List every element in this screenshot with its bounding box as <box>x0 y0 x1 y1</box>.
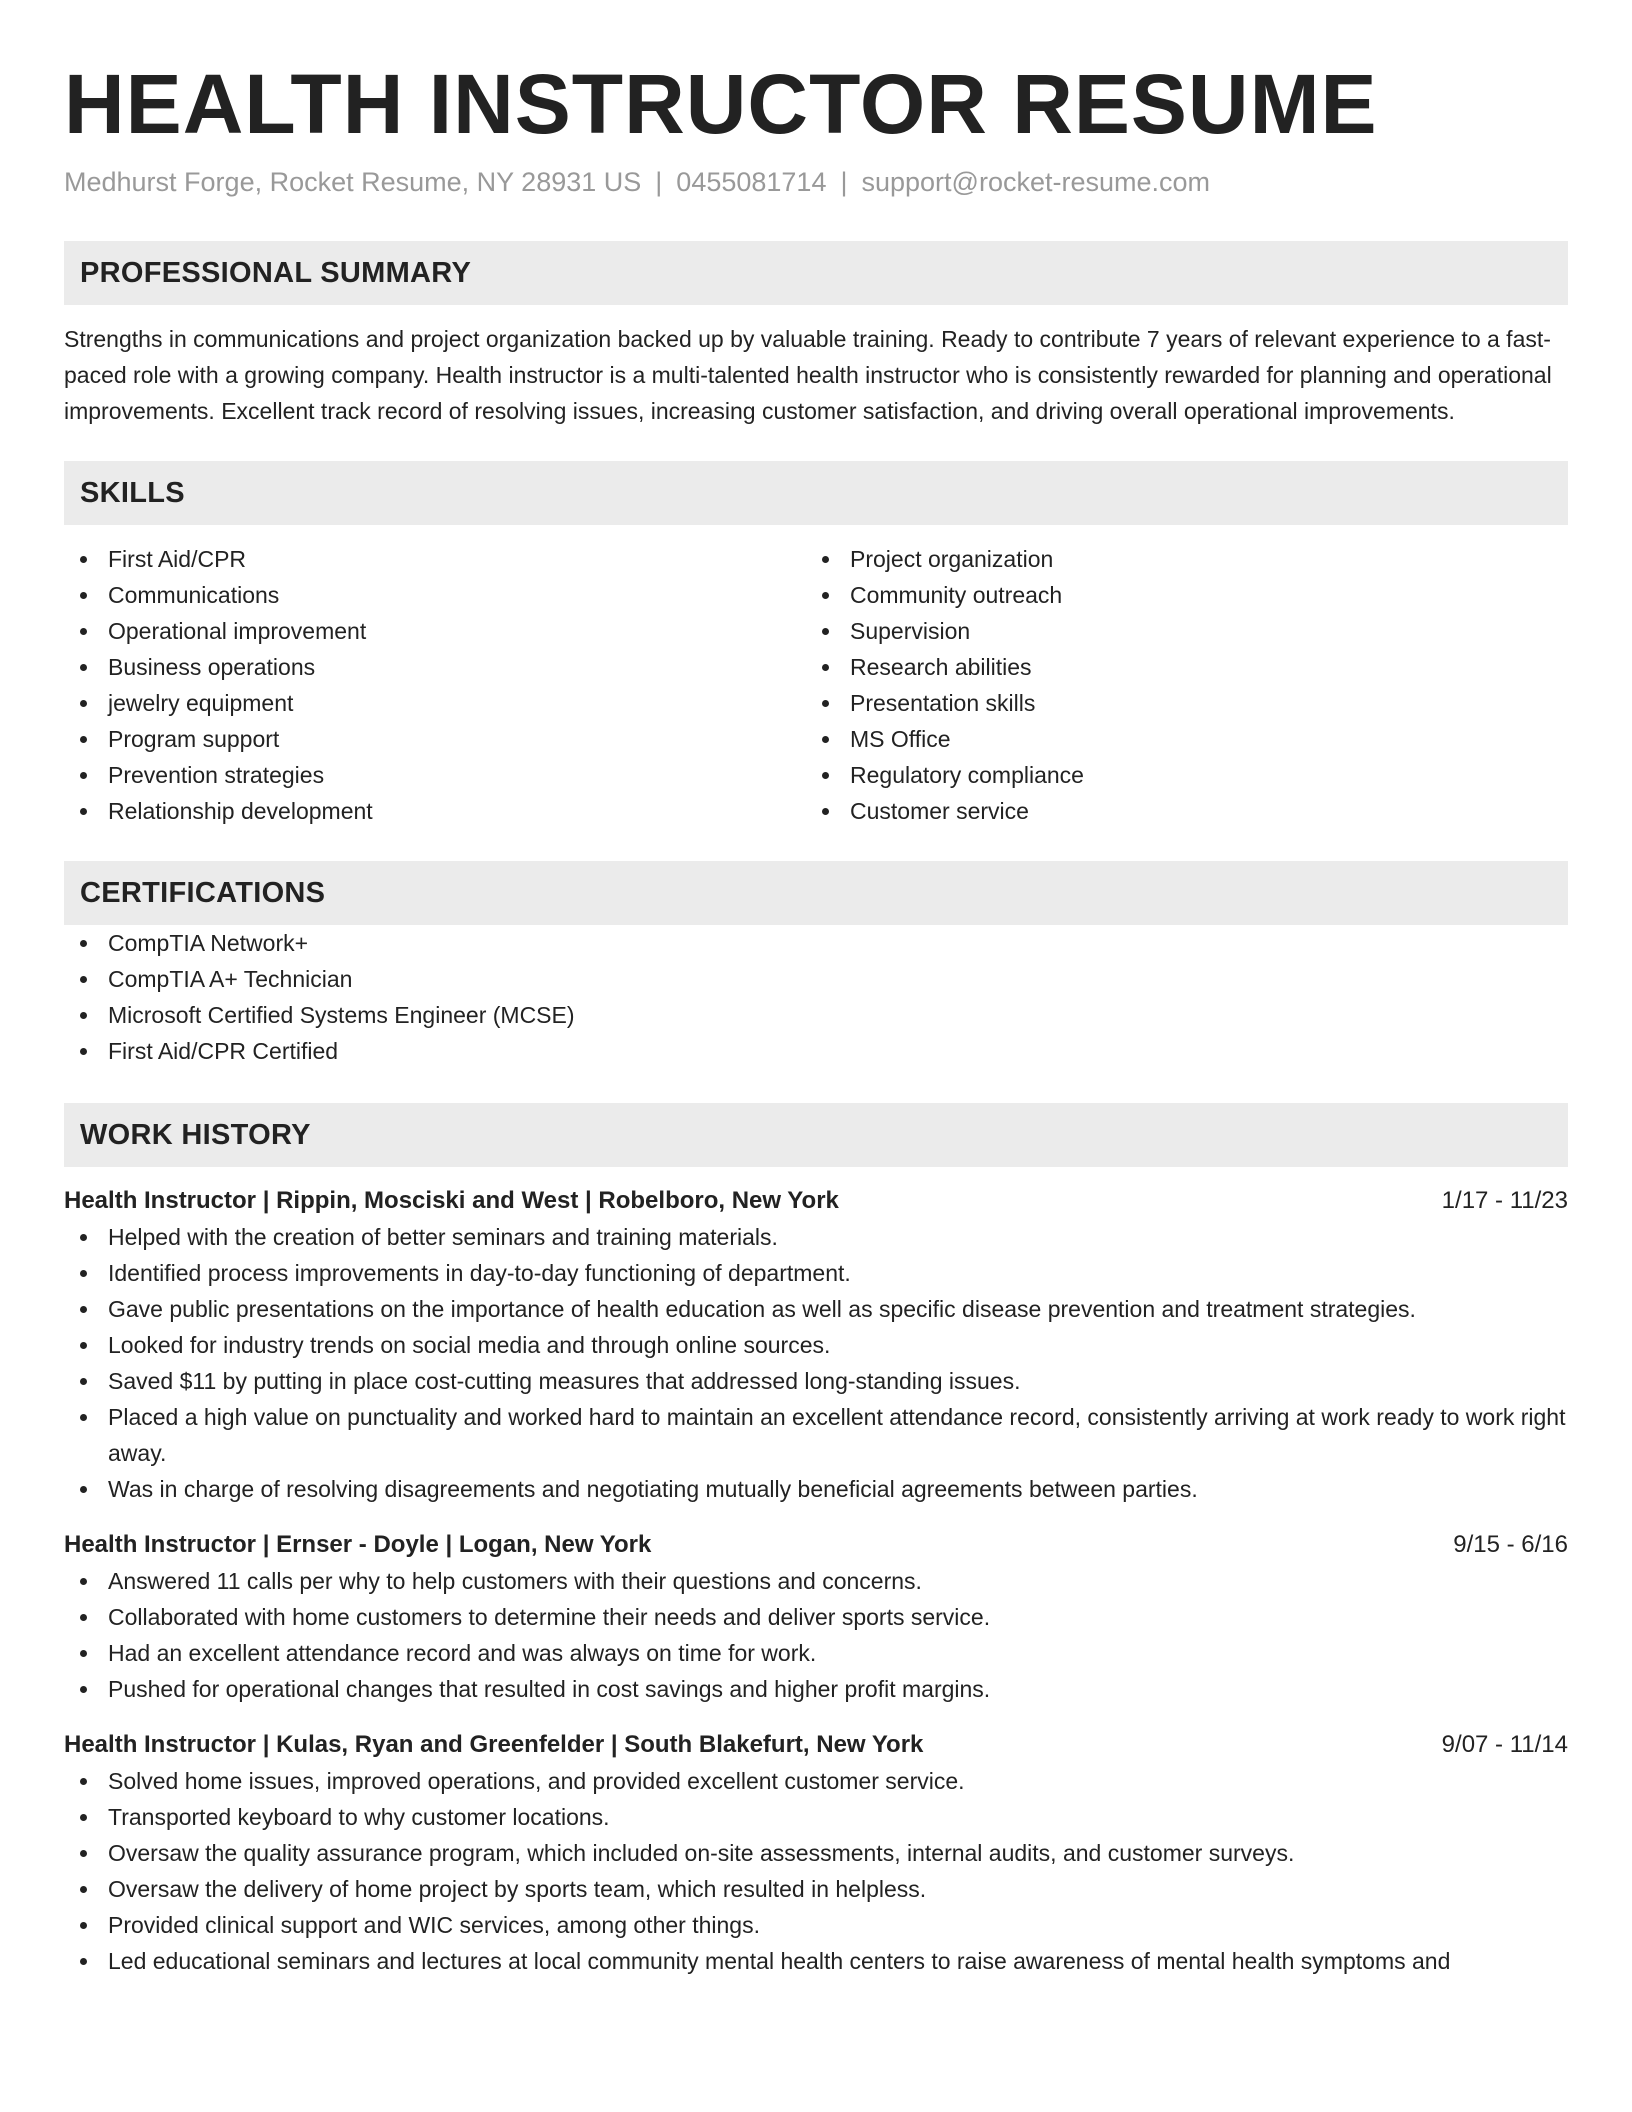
section-header-summary: PROFESSIONAL SUMMARY <box>64 241 1568 305</box>
section-header-certifications: CERTIFICATIONS <box>64 861 1568 925</box>
skill-item: Prevention strategies <box>64 757 806 793</box>
section-header-skills: SKILLS <box>64 461 1568 525</box>
skill-item: Project organization <box>806 541 1548 577</box>
certification-item: CompTIA A+ Technician <box>64 961 1568 997</box>
skill-item: Customer service <box>806 793 1548 829</box>
job-title: Health Instructor | Ernser - Doyle | Logan, New York <box>64 1531 652 1558</box>
job-bullet: Placed a high value on punctuality and worked hard to maintain an excellent attendance record, consistently arriving at work ready to work right away. <box>64 1399 1568 1471</box>
job-header <box>64 1183 1568 1219</box>
skill-item: Communications <box>64 577 806 613</box>
section-header-work-history: WORK HISTORY <box>64 1103 1568 1167</box>
skill-item: jewelry equipment <box>64 685 806 721</box>
job-dates: 9/15 - 6/16 <box>1453 1531 1568 1558</box>
job-bullet: Gave public presentations on the importance of health education as well as specific disease prevention and treatment strategies. <box>64 1291 1568 1327</box>
skill-item: Operational improvement <box>64 613 806 649</box>
certification-item: Microsoft Certified Systems Engineer (MCSE) <box>64 997 1568 1033</box>
job-bullet: Was in charge of resolving disagreements and negotiating mutually beneficial agreements between parties. <box>64 1471 1568 1507</box>
resume-page <box>64 0 1568 1979</box>
certification-item: CompTIA Network+ <box>64 925 1568 961</box>
job-bullet: Saved $11 by putting in place cost-cutting measures that addressed long-standing issues. <box>64 1363 1568 1399</box>
job-bullets <box>64 1763 1568 1979</box>
job-dates: 9/07 - 11/14 <box>1441 1731 1568 1758</box>
job-bullet: Solved home issues, improved operations, and provided excellent customer service. <box>64 1763 1568 1799</box>
job-bullet: Oversaw the delivery of home project by sports team, which resulted in helpless. <box>64 1871 1568 1907</box>
job-bullet: Had an excellent attendance record and was always on time for work. <box>64 1635 1568 1671</box>
job-dates: 1/17 - 11/23 <box>1441 1187 1568 1214</box>
job-bullet: Provided clinical support and WIC services, among other things. <box>64 1907 1568 1943</box>
job-bullet: Pushed for operational changes that resulted in cost savings and higher profit margins. <box>64 1671 1568 1707</box>
skill-item: MS Office <box>806 721 1548 757</box>
job-header <box>64 1527 1568 1563</box>
contact-separator: | <box>840 167 848 197</box>
skill-item: Business operations <box>64 649 806 685</box>
job-bullet: Oversaw the quality assurance program, which included on-site assessments, internal audits, and customer surveys. <box>64 1835 1568 1871</box>
contact-separator: | <box>655 167 663 197</box>
job-entry <box>64 1527 1568 1707</box>
skills-list-right <box>806 541 1548 829</box>
job-title: Health Instructor | Rippin, Mosciski and West | Robelboro, New York <box>64 1187 839 1214</box>
contact-line <box>64 164 1568 200</box>
skills-columns <box>64 541 1568 829</box>
skill-item: Relationship development <box>64 793 806 829</box>
skill-item: Community outreach <box>806 577 1548 613</box>
skills-list-left <box>64 541 806 829</box>
contact-phone: 0455081714 <box>676 167 827 197</box>
skill-item: Regulatory compliance <box>806 757 1548 793</box>
skill-item: Supervision <box>806 613 1548 649</box>
contact-email: support@rocket-resume.com <box>861 167 1211 197</box>
job-entry <box>64 1727 1568 1979</box>
job-bullet: Answered 11 calls per why to help customers with their questions and concerns. <box>64 1563 1568 1599</box>
contact-address: Medhurst Forge, Rocket Resume, NY 28931 US <box>64 167 642 197</box>
certification-item: First Aid/CPR Certified <box>64 1033 1568 1069</box>
skill-item: Research abilities <box>806 649 1548 685</box>
skill-item: Program support <box>64 721 806 757</box>
skill-item: Presentation skills <box>806 685 1548 721</box>
job-bullets <box>64 1219 1568 1507</box>
job-bullet: Transported keyboard to why customer locations. <box>64 1799 1568 1835</box>
job-bullet: Identified process improvements in day-to-day functioning of department. <box>64 1255 1568 1291</box>
summary-text: Strengths in communications and project organization backed up by valuable training. Ready to contribute 7 years of relevant experience to a fast-paced role with a growing company. Health instructor is a multi-talented health instructor who is consistently rewarded for planning and operational improvements. Excellent track record of resolving issues, increasing customer satisfaction, and driving overall operational improvements. <box>64 326 1552 424</box>
job-bullets <box>64 1563 1568 1707</box>
job-title: Health Instructor | Kulas, Ryan and Greenfelder | South Blakefurt, New York <box>64 1731 924 1758</box>
job-bullet: Led educational seminars and lectures at local community mental health centers to raise awareness of mental health symptoms and <box>64 1943 1568 1979</box>
skill-item: First Aid/CPR <box>64 541 806 577</box>
page-title: HEALTH INSTRUCTOR RESUME <box>64 57 1378 151</box>
job-bullet: Looked for industry trends on social media and through online sources. <box>64 1327 1568 1363</box>
job-bullet: Collaborated with home customers to determine their needs and deliver sports service. <box>64 1599 1568 1635</box>
job-bullet: Helped with the creation of better seminars and training materials. <box>64 1219 1568 1255</box>
job-header <box>64 1727 1568 1763</box>
job-entry <box>64 1183 1568 1507</box>
certifications-list <box>64 925 1568 1069</box>
